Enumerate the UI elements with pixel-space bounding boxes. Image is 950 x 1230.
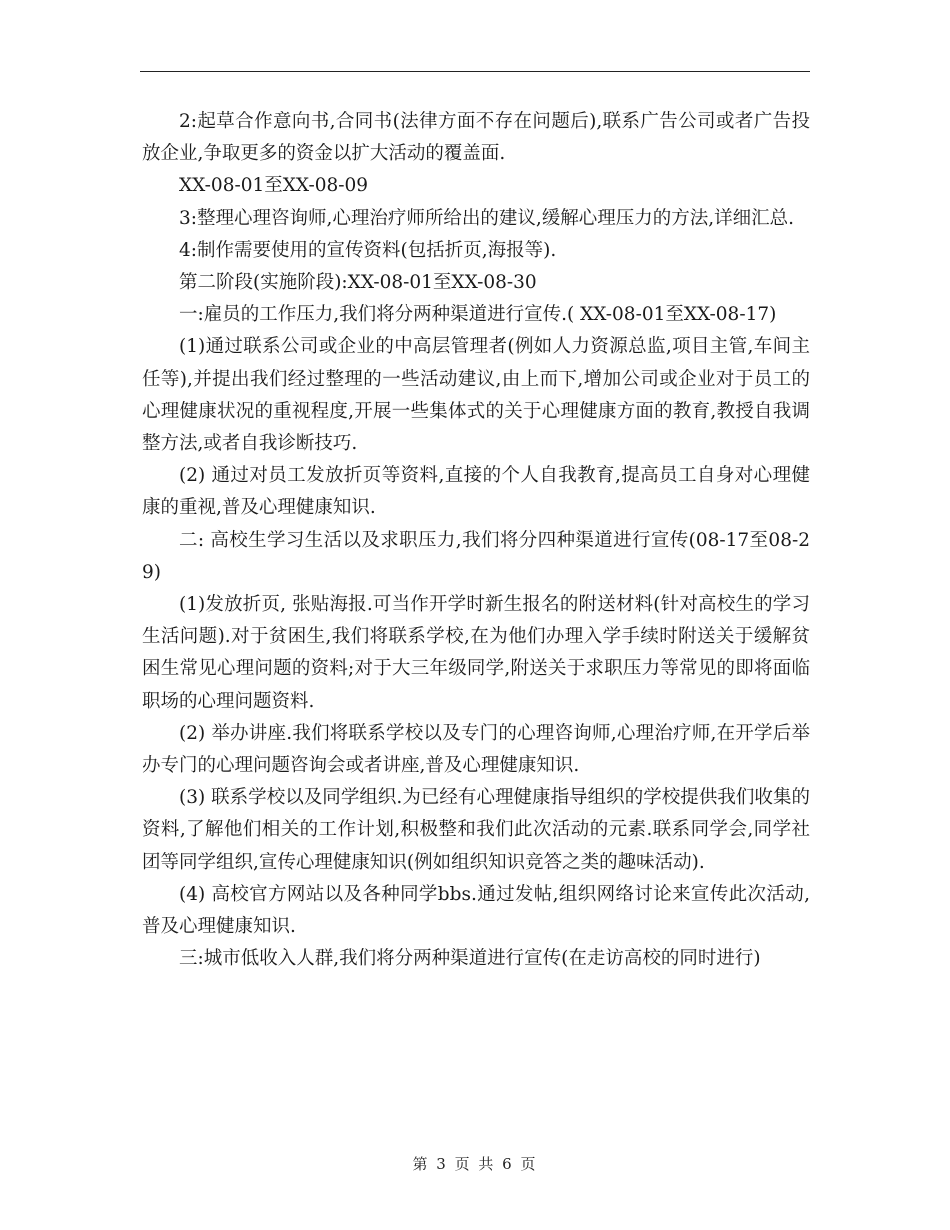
paragraph: 4:制作需要使用的宣传资料(包括折页,海报等). [179, 239, 557, 261]
paragraph: 2:起草合作意向书,合同书(法律方面不存在问题后),联系广告公司或者广告投放企业,争取更多的资金以扩大活动的覆盖面. [142, 111, 810, 165]
paragraph: 一:雇员的工作压力,我们将分两种渠道进行宣传.( XX-08-01至XX-08-17) [179, 304, 777, 326]
paragraph: (2) 举办讲座.我们将联系学校以及专门的心理咨询师,心理治疗师,在开学后举办专门的心理问题咨询会或者讲座,普及心理健康知识. [142, 722, 810, 777]
paragraph: 3:整理心理咨询师,心理治疗师所给出的建议,缓解心理压力的方法,详细汇总. [179, 207, 795, 229]
paragraph: (3) 联系学校以及同学组织.为已经有心理健康指导组织的学校提供我们收集的资料,了解他们相关的工作计划,积极整和我们此次活动的元素.联系同学会,同学社团等同学组织,宣传心理健康知识(例如组织知识竞答之类的趣味活动). [142, 787, 810, 873]
paragraph: (1)发放折页, 张贴海报.可当作开学时新生报名的附送材料(针对高校生的学习生活问题).对于贫困生,我们将联系学校,在为他们办理入学手续时附送关于缓解贫困生常见心理问题的资料;对于大三年级同学,附送关于求职压力等常见的即将面临职场的心理问题资料. [142, 594, 810, 712]
paragraph: (1)通过联系公司或企业的中高层管理者(例如人力资源总监,项目主管,车间主任等),并提出我们经过整理的一些活动建议,由上而下,增加公司或企业对于员工的心理健康状况的重视程度,开展一些集体式的关于心理健康方面的教育,教授自我调整方法,或者自我诊断技巧. [142, 336, 810, 455]
paragraph: 三:城市低收入人群,我们将分两种渠道进行宣传(在走访高校的同时进行) [179, 948, 761, 970]
document-body [142, 106, 810, 975]
page-number-footer: 第 3 页 共 6 页 [412, 1155, 538, 1173]
paragraph: (2) 通过对员工发放折页等资料,直接的个人自我教育,提高员工自身对心理健康的重视,普及心理健康知识. [142, 465, 810, 519]
header-rule [140, 71, 810, 72]
paragraph: 二: 高校生学习生活以及求职压力,我们将分四种渠道进行宣传(08-17至08-29) [142, 529, 810, 583]
paragraph: XX-08-01至XX-08-09 [179, 175, 369, 197]
paragraph: 第二阶段(实施阶段):XX-08-01至XX-08-30 [179, 272, 537, 294]
paragraph: (4) 高校官方网站以及各种同学bbs.通过发帖,组织网络讨论来宣传此次活动,普及心理健康知识. [142, 883, 810, 938]
